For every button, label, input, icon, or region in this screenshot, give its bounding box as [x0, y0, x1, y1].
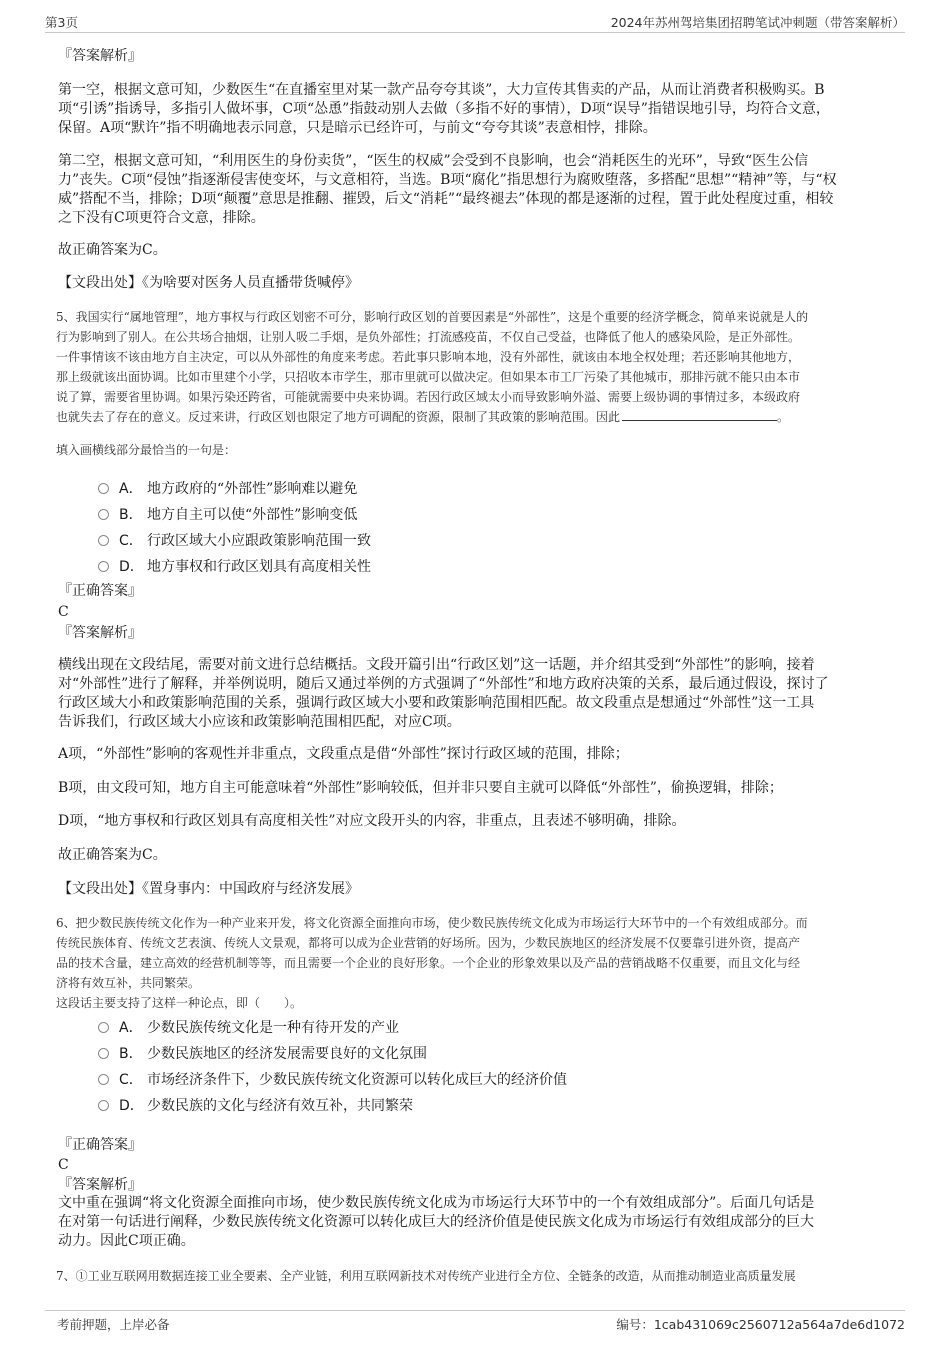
option-c[interactable]	[98, 1069, 567, 1089]
stem-end-punct: 。	[777, 410, 790, 424]
analysis-text: 告诉我们，行政区域大小应该和政策影响范围相匹配，对应C项。	[58, 714, 461, 730]
radio-icon[interactable]	[98, 1100, 109, 1111]
option-b[interactable]	[98, 504, 357, 524]
analysis-label: 『答案解析』	[58, 625, 142, 641]
question-prompt: 填入画横线部分最恰当的一句是：	[56, 443, 237, 457]
question-stem: 那上级就该出面协调。比如市里建个小学，只招收本市学生，那市里就可以做决定。但如果本市工厂污染了其他城市，那排污就不能只由本市	[56, 370, 801, 384]
option-text: 少数民族的文化与经济有效互补，共同繁荣	[147, 1098, 413, 1114]
conclusion-text: 故正确答案为C。	[58, 242, 167, 258]
analysis-text: 项“引诱”指诱导，多指引人做坏事，C项“怂恿”指鼓动别人去做（多指不好的事情），D项“误导”指错误地引导，均符合文意，	[58, 101, 830, 117]
page-footer	[45, 1310, 905, 1335]
radio-icon[interactable]	[98, 1074, 109, 1085]
question-stem: 7、①工业互联网用数据连接工业全要素、全产业链，利用互联网新技术对传统产业进行全方位、全链条的改造，从而推动制造业高质量发展	[56, 1269, 796, 1283]
radio-icon[interactable]	[98, 561, 109, 572]
analysis-text: 动力。因此C项正确。	[58, 1233, 195, 1249]
page-number: 第3页	[45, 15, 78, 30]
option-text: 少数民族地区的经济发展需要良好的文化氛围	[147, 1046, 427, 1062]
source-citation: 【文段出处】《置身事内：中国政府与经济发展》	[58, 881, 359, 897]
option-text: 行政区域大小应跟政策影响范围一致	[147, 533, 371, 549]
document-id: 编号：1cab431069c2560712a564a7de6d1072	[616, 1317, 905, 1332]
question-stem: 也就失去了存在的意义。反过来讲，行政区划也限定了地方可调配的资源，限制了其政策的影响范围。因此	[56, 410, 621, 424]
question-prompt: 这段话主要支持了这样一种论点，即（ ）。	[56, 996, 303, 1010]
analysis-text: 在对第一句话进行阐释，少数民族传统文化资源可以转化成巨大的经济价值是使民族文化成为市场运行有效组成部分的巨大	[58, 1214, 814, 1230]
analysis-text: 第一空，根据文意可知，少数医生“在直播室里对某一款产品夸夸其谈”，大力宣传其售卖的产品，从而让消费者积极购买。B	[58, 82, 825, 98]
radio-icon[interactable]	[98, 1048, 109, 1059]
option-text: 市场经济条件下，少数民族传统文化资源可以转化成巨大的经济价值	[147, 1072, 567, 1088]
answer-value: C	[58, 604, 69, 620]
analysis-text: 第二空，根据文意可知，“利用医生的身份卖货”，“医生的权威”会受到不良影响，也会“消耗医生的光环”，导致“医生公信	[58, 153, 809, 169]
analysis-text: 文中重在强调“将文化资源全面推向市场，使少数民族传统文化成为市场运行大环节中的一个有效组成部分”。后面几句话是	[58, 1195, 815, 1211]
option-d[interactable]	[98, 556, 371, 576]
radio-icon[interactable]	[98, 1022, 109, 1033]
question-stem: 一件事情该不该由地方自主决定，可以从外部性的角度来考虑。若此事只影响本地，没有外部性，就该由本地全权处理；若还影响其他地方，	[56, 350, 801, 364]
analysis-label: 『答案解析』	[58, 48, 142, 64]
analysis-text: 之下没有C项更符合文意，排除。	[58, 210, 265, 226]
option-text: 少数民族传统文化是一种有待开发的产业	[147, 1020, 399, 1036]
option-key: B．	[119, 507, 143, 523]
question-stem: 说了算，需要省里协调。如果污染还跨省，可能就需要中央来协调。若因行政区域太小而导致影响外溢、需要上级协调的事情过多，本级政府	[56, 390, 801, 404]
option-text: 地方自主可以使“外部性”影响变低	[147, 507, 358, 523]
page-header	[45, 10, 905, 33]
question-stem-last-line	[56, 407, 789, 427]
question-stem: 6、把少数民族传统文化作为一种产业来开发，将文化资源全面推向市场，使少数民族传统文化成为市场运行大环节中的一个有效组成部分。而	[56, 916, 808, 930]
question-stem: 5、我国实行“属地管理”，地方事权与行政区划密不可分，影响行政区划的首要因素是“外部性”，这是个重要的经济学概念，简单来说就是人的	[56, 310, 809, 324]
question-stem: 济将有效互补，共同繁荣。	[56, 976, 201, 990]
footer-slogan: 考前押题，上岸必备	[57, 1317, 170, 1332]
radio-icon[interactable]	[98, 509, 109, 520]
option-key: A．	[119, 481, 143, 497]
radio-icon[interactable]	[98, 483, 109, 494]
option-key: D．	[119, 1098, 144, 1114]
analysis-option-d: D项，“地方事权和行政区划具有高度相关性”对应文段开头的内容，非重点，且表述不够明确，排除。	[58, 813, 686, 829]
analysis-text: 横线出现在文段结尾，需要对前文进行总结概括。文段开篇引出“行政区划”这一话题，并介绍其受到“外部性”的影响，接着	[58, 657, 815, 673]
document-title: 2024年苏州驾培集团招聘笔试冲刺题（带答案解析）	[610, 15, 905, 30]
answer-label: 『正确答案』	[58, 1137, 142, 1153]
analysis-option-b: B项，由文段可知，地方自主可能意味着“外部性”影响较低，但并非只要自主就可以降低“外部性”，偷换逻辑，排除；	[58, 780, 783, 796]
option-key: D．	[119, 559, 144, 575]
analysis-text: 行政区域大小和政策影响范围的关系，强调行政区域大小要和政策影响范围相匹配。故文段重点是想通过“外部性”这一工具	[58, 695, 815, 711]
analysis-label: 『答案解析』	[58, 1177, 142, 1193]
question-stem: 品的技术含量，建立高效的经营机制等等，而且需要一个企业的良好形象。一个企业的形象效果以及产品的营销战略不仅重要，而且文化与经	[56, 956, 801, 970]
option-key: B．	[119, 1046, 143, 1062]
analysis-text: 保留。A项“默许”指不明确地表示同意，只是暗示已经许可，与前文“夸夸其谈”表意相悖，排除。	[58, 120, 657, 136]
conclusion-text: 故正确答案为C。	[58, 847, 167, 863]
option-text: 地方事权和行政区划具有高度相关性	[147, 559, 371, 575]
radio-icon[interactable]	[98, 535, 109, 546]
question-stem: 行为影响到了别人。在公共场合抽烟，让别人吸二手烟，是负外部性；打流感疫苗，不仅自己受益，也降低了他人的感染风险，是正外部性。	[56, 330, 801, 344]
analysis-text: 对“外部性”进行了解释，并举例说明，随后又通过举例的方式强调了“外部性”和地方政府决策的关系，最后通过假设，探讨了	[58, 676, 829, 692]
option-a[interactable]	[98, 1017, 399, 1037]
source-citation: 【文段出处】《为啥要对医务人员直播带货喊停》	[58, 275, 359, 291]
option-b[interactable]	[98, 1043, 427, 1063]
option-text: 地方政府的“外部性”影响难以避免	[147, 481, 358, 497]
option-key: C．	[119, 533, 143, 549]
analysis-text: 力”丧失。C项“侵蚀”指逐渐侵害使变坏，与文意相符，当选。B项“腐化”指思想行为腐败堕落，多搭配“思想”“精神”等，与“权	[58, 172, 837, 188]
answer-label: 『正确答案』	[58, 583, 142, 599]
option-key: A．	[119, 1020, 143, 1036]
analysis-text: 威”搭配不当，排除；D项“颠覆”意思是推翻、摧毁，后文“消耗”“最终褪去”体现的都是逐渐的过程，置于此处程度过重，相较	[58, 191, 834, 207]
question-stem: 传统民族体育、传统文艺表演、传统人文景观，都将可以成为企业营销的好场所。因为，少数民族地区的经济发展不仅要靠引进外资，提高产	[56, 936, 801, 950]
option-key: C．	[119, 1072, 143, 1088]
option-a[interactable]	[98, 478, 357, 498]
option-d[interactable]	[98, 1095, 413, 1115]
fill-in-blank	[622, 407, 777, 421]
option-c[interactable]	[98, 530, 371, 550]
answer-value: C	[58, 1157, 69, 1173]
analysis-option-a: A项，“外部性”影响的客观性并非重点，文段重点是借“外部性”探讨行政区域的范围，排除；	[58, 746, 629, 762]
